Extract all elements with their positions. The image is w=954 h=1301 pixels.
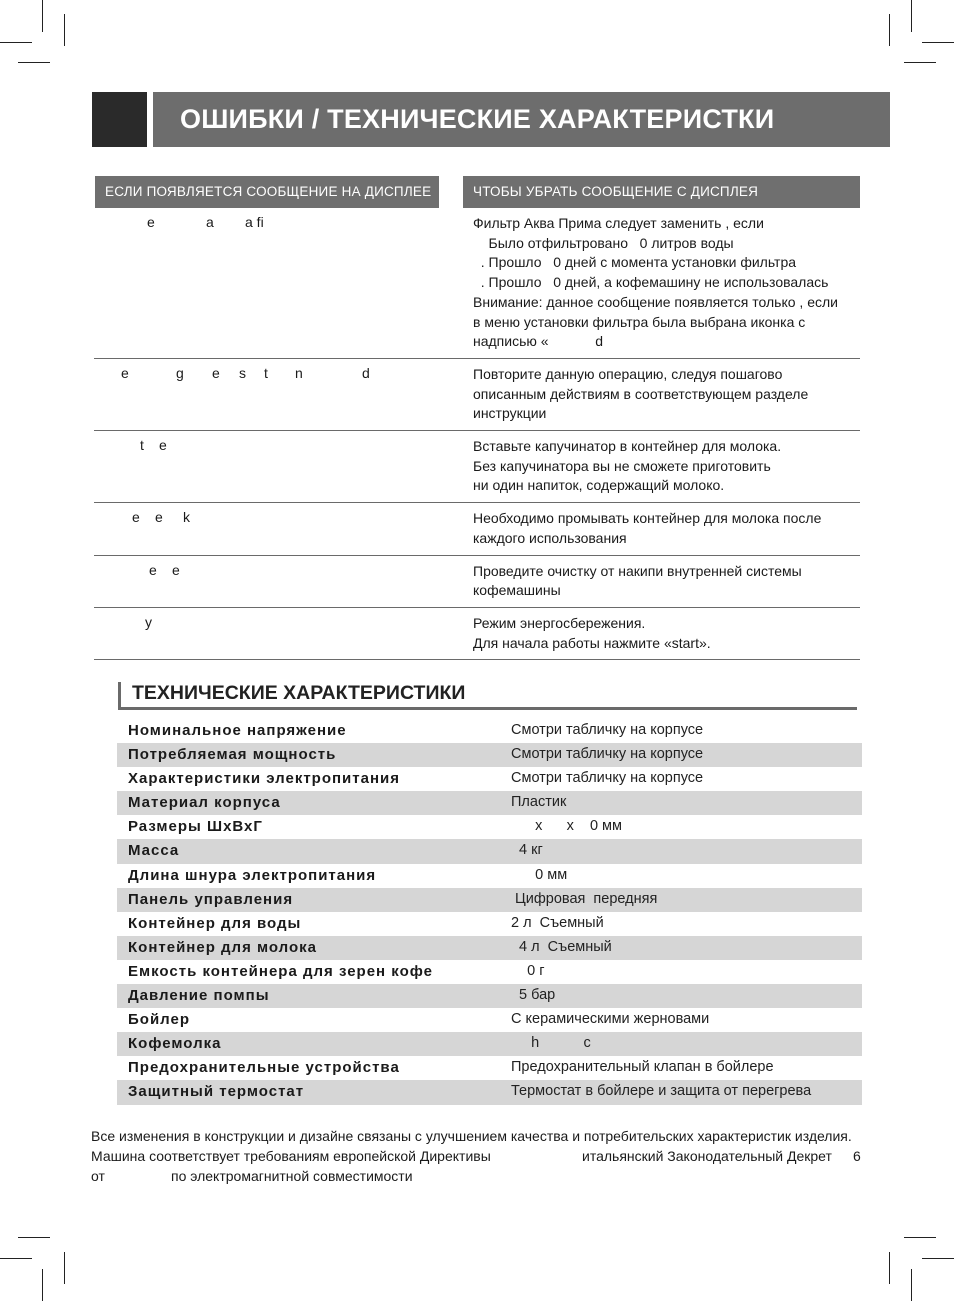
error-message-fragment: g <box>176 364 184 381</box>
error-message-fragment: e <box>172 561 180 578</box>
error-fix-text <box>473 556 860 607</box>
fix-line: надписью « d <box>473 333 604 350</box>
spec-key: Номинальное напряжение <box>128 722 347 739</box>
error-message <box>94 365 434 385</box>
fix-line: Для начала работы нажмите «start». <box>473 634 711 651</box>
error-message-fragment: a fi <box>245 214 264 230</box>
error-message-fragment: e <box>149 561 157 578</box>
fix-line: в меню установки фильтра была выбрана иконка с <box>473 313 806 330</box>
spec-value: 4 кг <box>511 842 543 859</box>
error-message-fragment: e <box>132 509 140 526</box>
spec-value: Смотри табличку на корпусе <box>511 746 704 763</box>
crop-mark <box>64 1252 65 1284</box>
footer-note <box>91 1126 862 1186</box>
error-message <box>94 214 434 234</box>
spec-key: Потребляемая мощность <box>128 746 337 764</box>
footer-text: итальянский Законодательный Декрет <box>582 1148 832 1164</box>
error-message <box>94 562 434 582</box>
crop-mark <box>18 1237 50 1238</box>
error-fix-text <box>473 503 860 554</box>
fix-line: Внимание: данное сообщение появляется только , если <box>473 293 838 310</box>
crop-mark <box>64 14 65 46</box>
spec-value: h с <box>511 1035 591 1052</box>
spec-value: 2 л Съемный <box>511 914 604 931</box>
spec-row <box>117 1008 862 1032</box>
header-accent-block <box>92 92 147 147</box>
error-message-fragment: n <box>295 364 303 381</box>
spec-row <box>117 1080 862 1104</box>
error-message-fragment: k <box>183 509 190 526</box>
fix-line: кофемашины <box>473 582 561 599</box>
footer-line <box>91 1166 862 1186</box>
spec-key: Бойлер <box>128 1011 191 1029</box>
fix-line: Фильтр Аква Прима следует заменить , если <box>473 215 764 231</box>
spec-value: 5 бар <box>511 987 556 1004</box>
spec-row <box>117 839 862 863</box>
fix-line: . Прошло 0 дней, а кофемашину не использовалась <box>473 274 829 291</box>
error-message-fragment: t <box>264 364 268 381</box>
footer-text: Машина соответствует требованиям европейской Директивы <box>91 1148 491 1164</box>
spec-key: Защитный термостат <box>128 1083 305 1101</box>
spec-row <box>117 960 862 984</box>
footer-line <box>91 1146 862 1166</box>
spec-key: Характеристики электропитания <box>128 770 401 788</box>
crop-mark <box>904 1237 936 1238</box>
error-message-fragment: e <box>159 437 167 454</box>
errors-column-header-message: ЕСЛИ ПОЯВЛЯЕТСЯ СООБЩЕНИЕ НА ДИСПЛЕЕ <box>95 176 439 208</box>
spec-row <box>117 936 862 960</box>
specs-section-title <box>118 682 857 710</box>
specs-title-text: ТЕХНИЧЕСКИЕ ХАРАКТЕРИСТИКИ <box>132 682 466 704</box>
spec-row <box>117 1032 862 1056</box>
spec-key: Масса <box>128 842 180 860</box>
crop-mark <box>42 0 43 32</box>
spec-value: Смотри табличку на корпусе <box>511 722 704 738</box>
spec-value: 4 л Съемный <box>511 938 612 955</box>
fix-line: Было отфильтровано 0 литров воды <box>473 234 734 251</box>
error-message-fragment: y <box>145 613 152 630</box>
footer-text: Все изменения в конструкции и дизайне связаны с улучшением качества и потребительских характеристик изделия. <box>91 1128 852 1144</box>
crop-mark <box>911 1269 912 1301</box>
error-fix-text <box>473 431 860 502</box>
error-row <box>94 359 860 431</box>
spec-row <box>117 864 862 888</box>
error-fix-text <box>473 608 860 659</box>
fix-line: Повторите данную операцию, следуя пошагово <box>473 365 783 382</box>
error-message <box>94 509 434 529</box>
crop-mark <box>922 42 954 43</box>
error-row <box>94 431 860 503</box>
spec-row <box>117 888 862 912</box>
errors-column-header-fix: ЧТОБЫ УБРАТЬ СООБЩЕНИЕ С ДИСПЛЕЯ <box>463 176 860 208</box>
spec-value: С керамическими жерновами <box>511 1011 710 1028</box>
spec-key: Контейнер для воды <box>128 914 302 932</box>
spec-row <box>117 719 862 743</box>
page-header <box>92 92 890 147</box>
fix-line: описанным действиям в соответствующем разделе <box>473 385 809 402</box>
spec-key: Емкость контейнера для зерен кофе <box>128 962 434 980</box>
spec-value: Смотри табличку на корпусе <box>511 770 704 787</box>
spec-row <box>117 743 862 767</box>
specs-table <box>117 719 862 1105</box>
fix-line: . Прошло 0 дней с момента установки фильтра <box>473 254 797 271</box>
footer-line <box>91 1126 862 1146</box>
error-message <box>94 614 434 634</box>
crop-mark <box>904 62 936 63</box>
error-row <box>94 608 860 660</box>
fix-line: Без капучинатора вы не сможете приготовить <box>473 457 771 474</box>
spec-value: Термостат в бойлере и защита от перегрева <box>511 1083 812 1100</box>
fix-line: инструкции <box>473 405 547 422</box>
spec-key: Панель управления <box>128 890 294 908</box>
errors-table <box>94 208 860 660</box>
error-message <box>94 437 434 457</box>
spec-row <box>117 1056 862 1080</box>
error-row <box>94 503 860 555</box>
fix-line: Проведите очистку от накипи внутренней системы <box>473 562 802 579</box>
error-fix-text <box>473 208 860 358</box>
spec-key: Длина шнура электропитания <box>128 866 377 884</box>
error-message-fragment: s <box>239 364 246 381</box>
error-fix-text <box>473 359 860 430</box>
fix-line: ни один напиток, содержащий молоко. <box>473 477 725 494</box>
footer-text: от <box>91 1168 105 1184</box>
error-row <box>94 208 860 359</box>
spec-key: Предохранительные устройства <box>128 1059 400 1077</box>
spec-key: Материал корпуса <box>128 794 281 812</box>
crop-mark <box>18 62 50 63</box>
spec-row <box>117 815 862 839</box>
spec-row <box>117 912 862 936</box>
spec-value: 0 г <box>511 962 545 979</box>
crop-mark <box>889 14 890 46</box>
fix-line: каждого использования <box>473 529 627 546</box>
page-title: ОШИБКИ / ТЕХНИЧЕСКИЕ ХАРАКТЕРИСТКИ <box>153 92 890 147</box>
spec-row <box>117 984 862 1008</box>
spec-key: Контейнер для молока <box>128 938 318 956</box>
error-message-fragment: a <box>206 214 214 230</box>
crop-mark <box>911 0 912 32</box>
spec-value: х х 0 мм <box>511 818 622 835</box>
crop-mark <box>42 1269 43 1301</box>
spec-key: Кофемолка <box>128 1035 222 1053</box>
fix-line: Режим энергосбережения. <box>473 614 646 631</box>
error-message-fragment: d <box>362 364 370 381</box>
error-message-fragment: e <box>155 509 163 526</box>
spec-key: Размеры ШхВхГ <box>128 818 263 836</box>
spec-value: Цифровая передняя <box>511 890 658 907</box>
spec-row <box>117 791 862 815</box>
spec-value: Предохранительный клапан в бойлере <box>511 1059 774 1076</box>
error-message-fragment: e <box>147 214 155 230</box>
error-message-fragment: e <box>212 364 220 381</box>
spec-value: Пластик <box>511 794 567 811</box>
spec-key: Давление помпы <box>128 987 270 1005</box>
crop-mark <box>922 1258 954 1259</box>
spec-value: 0 мм <box>511 866 568 883</box>
fix-line: Вставьте капучинатор в контейнер для молока. <box>473 438 782 455</box>
crop-mark <box>0 1258 32 1259</box>
crop-mark <box>0 42 32 43</box>
error-row <box>94 556 860 608</box>
footer-text: 6 <box>853 1148 861 1164</box>
spec-row <box>117 767 862 791</box>
error-message-fragment: e <box>121 364 129 381</box>
error-message-fragment: t <box>140 437 144 454</box>
crop-mark <box>889 1252 890 1284</box>
fix-line: Необходимо промывать контейнер для молока после <box>473 510 822 527</box>
footer-text: по электромагнитной совместимости <box>171 1168 413 1184</box>
